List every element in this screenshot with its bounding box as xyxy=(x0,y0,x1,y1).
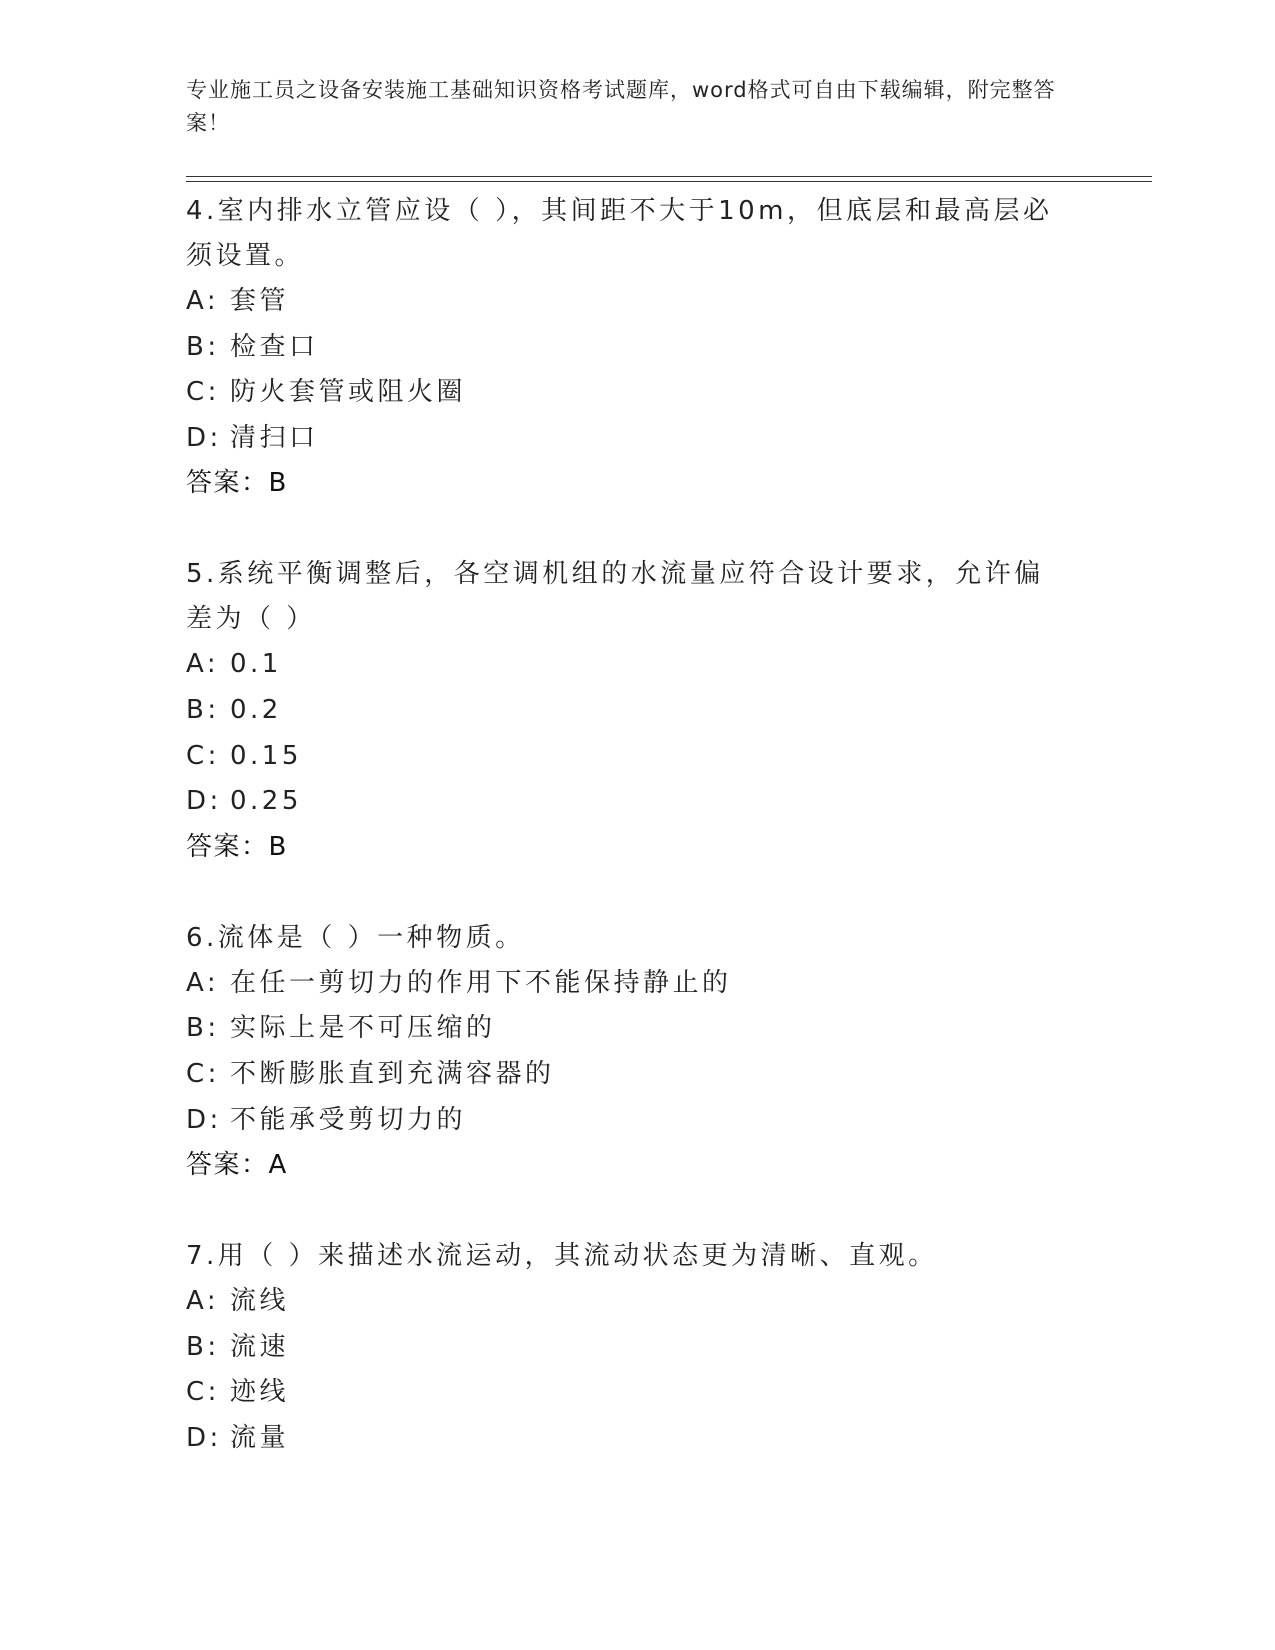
option-d xyxy=(186,1416,1086,1462)
answer-line: 答案：B xyxy=(186,831,288,862)
option-text: 实际上是不可压缩的 xyxy=(230,1013,496,1044)
option-letter: B: xyxy=(186,1013,220,1044)
option-text: 0.15 xyxy=(230,740,302,771)
option-text: 检查口 xyxy=(230,331,319,362)
option-b xyxy=(186,1006,1086,1052)
question-list xyxy=(186,189,1086,1508)
option-letter: C: xyxy=(186,740,220,771)
option-text: 流线 xyxy=(230,1286,290,1317)
option-d xyxy=(186,1098,1086,1144)
option-c xyxy=(186,734,1086,780)
question-6 xyxy=(186,916,1086,1188)
option-a xyxy=(186,642,1086,688)
option-text: 0.2 xyxy=(230,694,282,725)
answer-line: 答案：B xyxy=(186,468,288,499)
header-divider-top xyxy=(186,176,1152,177)
option-b xyxy=(186,688,1086,734)
option-b xyxy=(186,1325,1086,1371)
option-text: 迹线 xyxy=(230,1377,290,1408)
option-text: 0.25 xyxy=(230,786,302,817)
option-d xyxy=(186,416,1086,462)
option-letter: A: xyxy=(186,649,220,680)
option-d xyxy=(186,779,1086,825)
option-letter: D: xyxy=(186,1422,222,1453)
option-letter: A: xyxy=(186,1286,220,1317)
option-letter: C: xyxy=(186,377,220,408)
option-c xyxy=(186,1052,1086,1098)
option-letter: C: xyxy=(186,1058,220,1089)
question-4 xyxy=(186,189,1086,506)
option-b xyxy=(186,325,1086,371)
option-text: 套管 xyxy=(230,286,290,316)
question-stem: 4.室内排水立管应设（ ），其间距不大于10m，但底层和最高层必须设置。 xyxy=(186,196,1053,271)
option-c xyxy=(186,370,1086,416)
question-7 xyxy=(186,1234,1086,1461)
option-text: 流量 xyxy=(230,1422,290,1453)
option-letter: B: xyxy=(186,694,220,725)
document-header: 专业施工员之设备安装施工基础知识资格考试题库，word格式可自由下载编辑，附完整答案！ xyxy=(186,78,1056,135)
option-letter: D: xyxy=(186,1104,222,1135)
question-stem: 6.流体是（ ）一种物质。 xyxy=(186,922,525,953)
option-text: 防火套管或阻火圈 xyxy=(230,377,467,408)
option-a xyxy=(186,1279,1086,1325)
option-letter: D: xyxy=(186,422,222,453)
question-stem: 7.用（ ）来描述水流运动，其流动状态更为清晰、直观。 xyxy=(186,1241,938,1272)
option-letter: A: xyxy=(186,286,220,316)
option-letter: B: xyxy=(186,1331,220,1362)
option-text: 在任一剪切力的作用下不能保持静止的 xyxy=(230,967,732,998)
option-text: 不断膨胀直到充满容器的 xyxy=(230,1058,555,1089)
option-c xyxy=(186,1370,1086,1416)
option-letter: B: xyxy=(186,331,220,362)
option-a xyxy=(186,279,1086,325)
answer-line: 答案：A xyxy=(186,1150,288,1181)
option-letter: C: xyxy=(186,1377,220,1408)
question-5 xyxy=(186,552,1086,869)
header-divider-bottom xyxy=(186,181,1152,182)
option-text: 清扫口 xyxy=(230,422,319,453)
question-stem: 5.系统平衡调整后，各空调机组的水流量应符合设计要求，允许偏差为（ ） xyxy=(186,559,1044,635)
option-text: 0.1 xyxy=(230,649,282,680)
option-a xyxy=(186,961,1086,1007)
option-text: 不能承受剪切力的 xyxy=(230,1104,467,1135)
option-letter: A: xyxy=(186,967,220,998)
option-letter: D: xyxy=(186,786,222,817)
option-text: 流速 xyxy=(230,1331,290,1362)
